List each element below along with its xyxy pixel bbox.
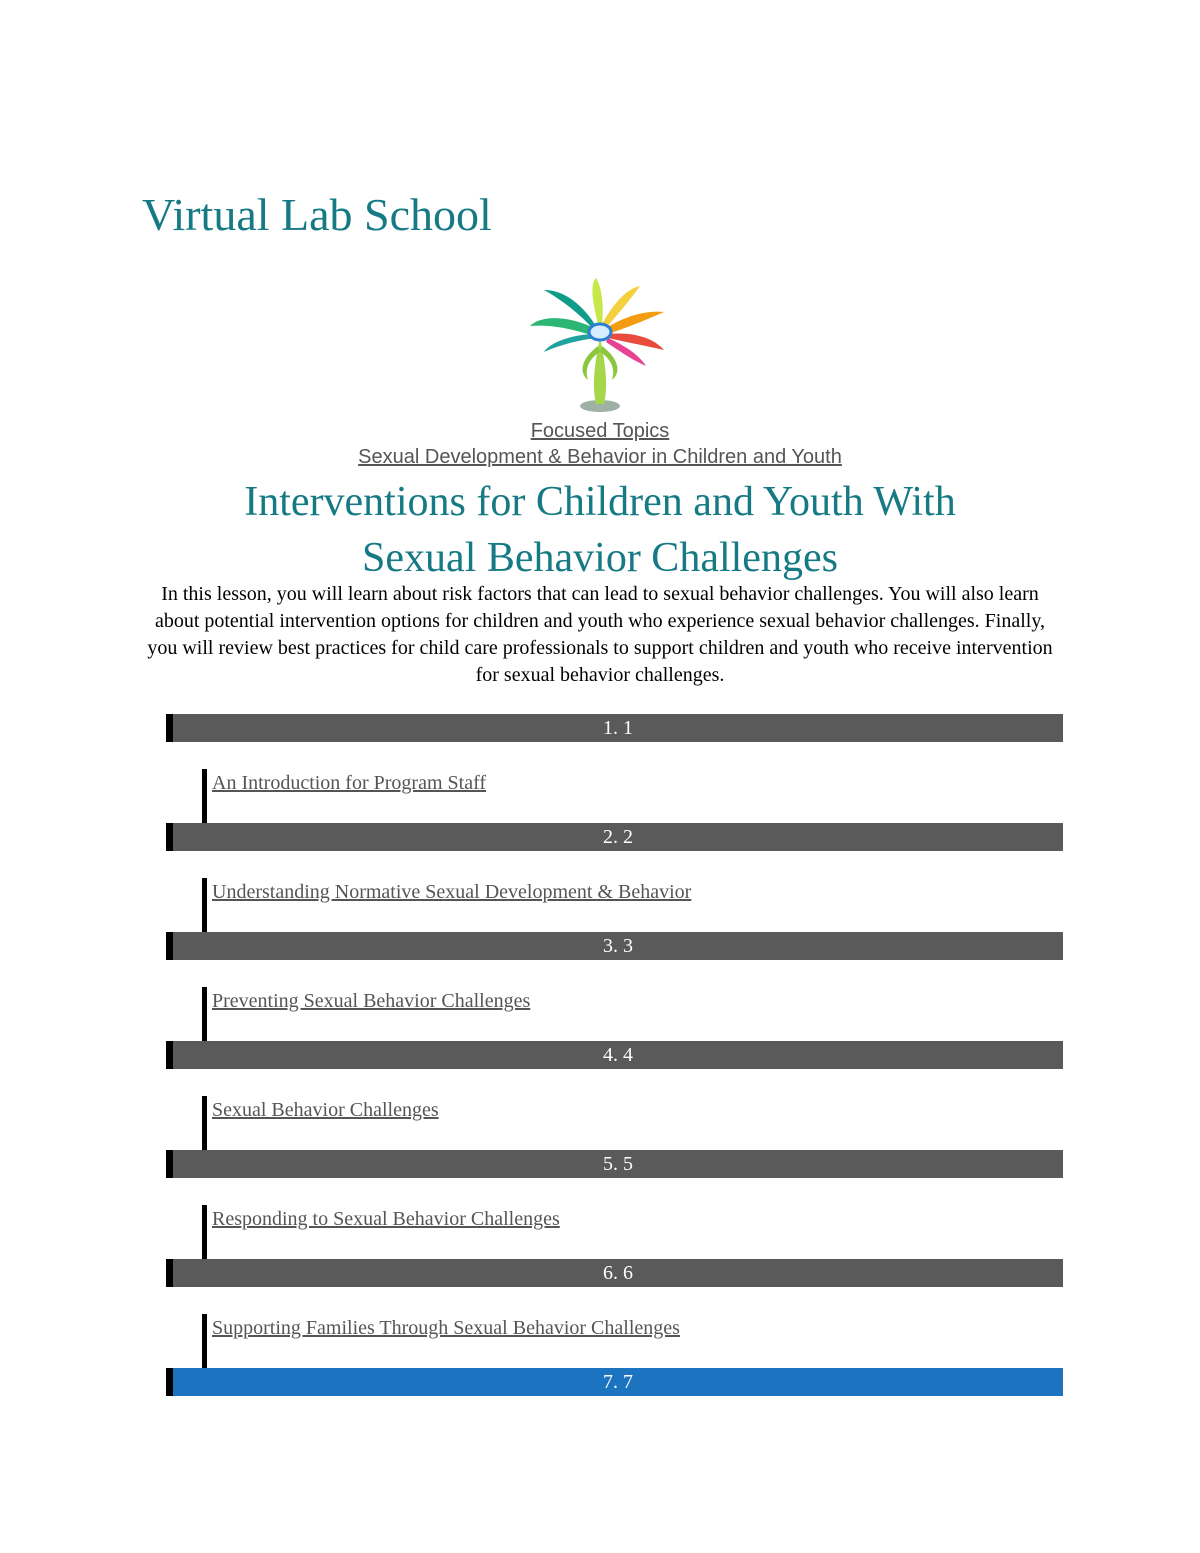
section-bar-2[interactable]: 2. 2 xyxy=(166,823,1063,851)
breadcrumb-topic[interactable]: Sexual Development & Behavior in Children and Youth xyxy=(358,446,842,468)
breadcrumb-focused-topics[interactable]: Focused Topics xyxy=(530,420,670,442)
section-link-3[interactable]: Preventing Sexual Behavior Challenges xyxy=(212,990,531,1012)
section-item-6 xyxy=(166,1287,1063,1368)
section-bar-7[interactable]: 7. 7 xyxy=(166,1368,1063,1396)
section-link-4[interactable]: Sexual Behavior Challenges xyxy=(212,1099,439,1121)
section-item-5 xyxy=(166,1178,1063,1259)
section-rule xyxy=(202,1205,207,1259)
section-bar-4[interactable]: 4. 4 xyxy=(166,1041,1063,1069)
section-link-6[interactable]: Supporting Families Through Sexual Behavior Challenges xyxy=(212,1317,680,1339)
lesson-title-line1: Interventions for Children and Youth With xyxy=(244,479,956,525)
section-link-1[interactable]: An Introduction for Program Staff xyxy=(212,772,487,794)
section-item-2 xyxy=(166,851,1063,932)
section-bar-5[interactable]: 5. 5 xyxy=(166,1150,1063,1178)
flower-tree-logo xyxy=(522,276,672,416)
section-rule xyxy=(202,769,207,823)
section-rule xyxy=(202,1314,207,1368)
section-link-2[interactable]: Understanding Normative Sexual Development & Behavior xyxy=(212,881,692,903)
lesson-title xyxy=(0,474,1200,586)
section-bar-3[interactable]: 3. 3 xyxy=(166,932,1063,960)
section-link-5[interactable]: Responding to Sexual Behavior Challenges xyxy=(212,1208,560,1230)
section-rule xyxy=(202,878,207,932)
section-item-3 xyxy=(166,960,1063,1041)
site-title: Virtual Lab School xyxy=(142,189,492,240)
lesson-title-line2: Sexual Behavior Challenges xyxy=(362,535,838,581)
lesson-intro: In this lesson, you will learn about risk factors that can lead to sexual behavior challenges. You will also learn about potential intervention options for children and youth who experience sexual behavior challenges. Finally, you will review best practices for child care professionals to support children and youth who receive intervention for sexual behavior challenges. xyxy=(147,583,1053,686)
section-rule xyxy=(202,1096,207,1150)
section-rule xyxy=(202,987,207,1041)
section-item-1 xyxy=(166,742,1063,823)
section-bar-6[interactable]: 6. 6 xyxy=(166,1259,1063,1287)
section-bar-1[interactable]: 1. 1 xyxy=(166,714,1063,742)
section-item-4 xyxy=(166,1069,1063,1150)
lesson-sections xyxy=(166,714,1063,1396)
